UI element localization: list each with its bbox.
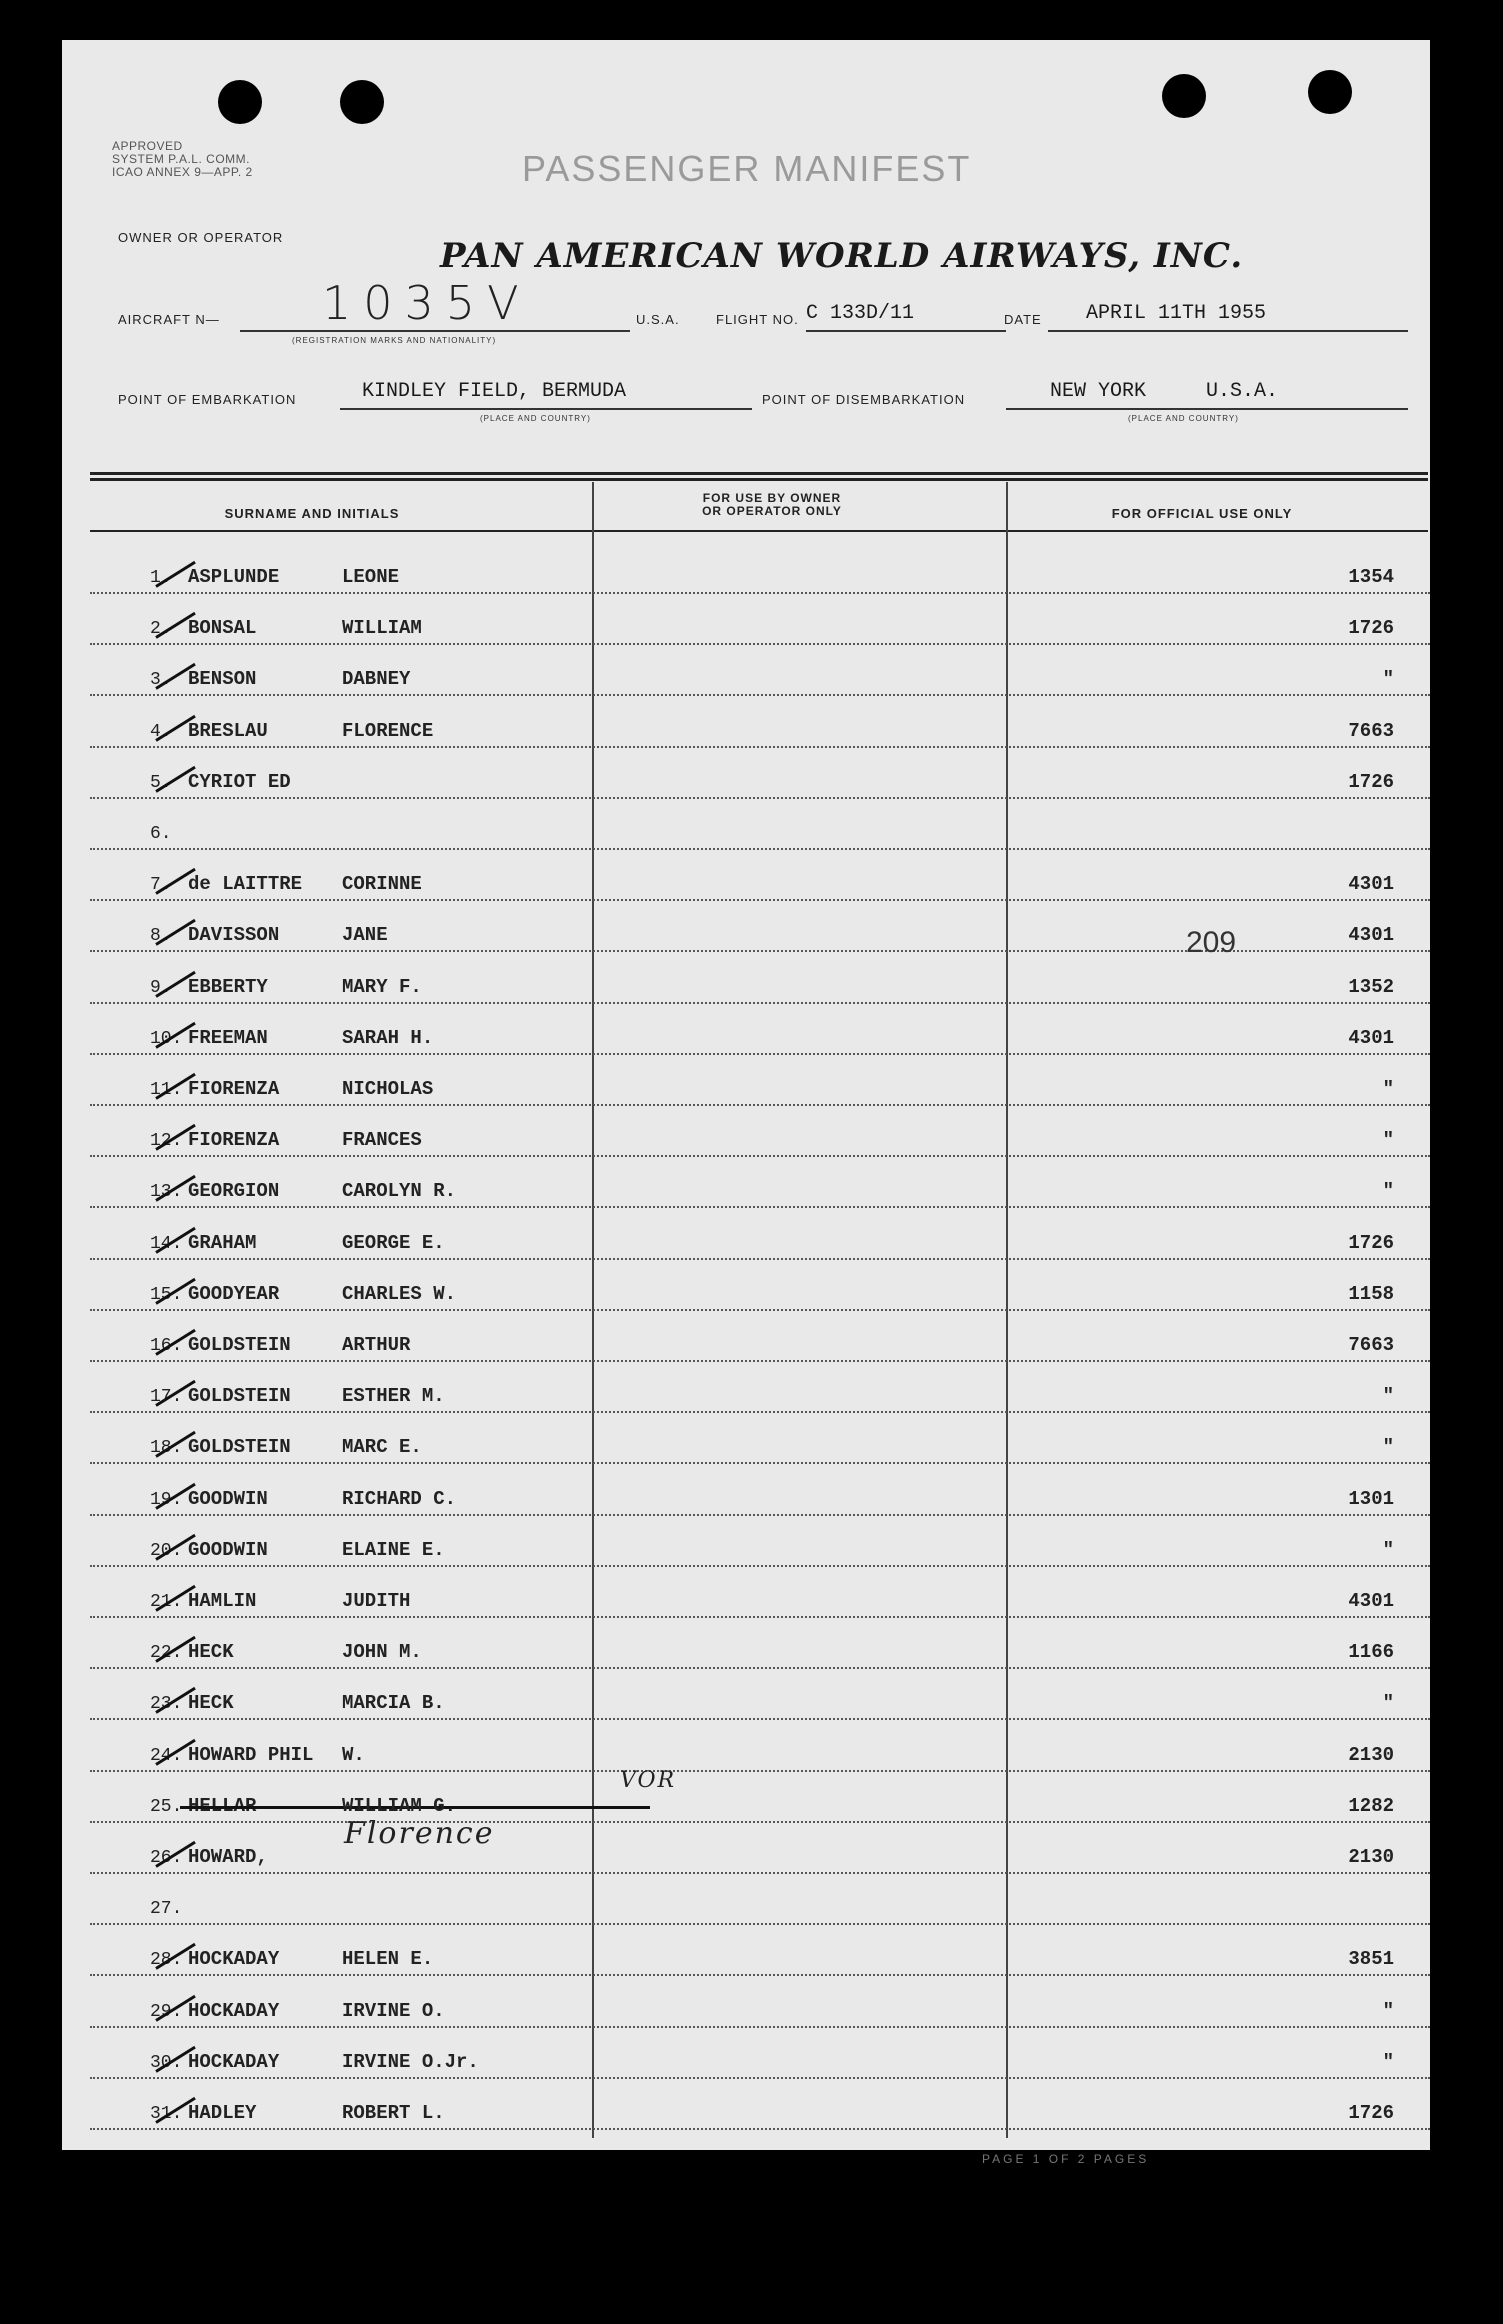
- punch-hole-right-2: [1308, 70, 1352, 114]
- row-number: 1.: [150, 568, 172, 588]
- passenger-given-name: GEORGE E.: [342, 1231, 445, 1254]
- flight-label: FLIGHT NO.: [716, 312, 799, 327]
- row-rule: [90, 1155, 1430, 1157]
- table-row: [90, 698, 1430, 748]
- passenger-given-name: DABNEY: [342, 668, 411, 691]
- row-rule: [90, 797, 1430, 799]
- passenger-given-name: RICHARD C.: [342, 1487, 457, 1510]
- passenger-surname: GOODWIN: [188, 1487, 268, 1510]
- official-use-value: ": [1382, 1385, 1394, 1408]
- row-rule: [90, 1923, 1430, 1925]
- table-row: [90, 1619, 1430, 1669]
- passenger-surname: HADLEY: [188, 2102, 257, 2124]
- row-rule: [90, 1718, 1430, 1720]
- passenger-surname: HELLAR: [188, 1794, 257, 1817]
- passenger-surname: FREEMAN: [188, 1026, 268, 1049]
- table-row: [90, 1670, 1430, 1720]
- official-use-value: ": [1382, 1436, 1394, 1459]
- row-rule: [90, 848, 1430, 850]
- row-number: 2.: [150, 619, 172, 640]
- passenger-surname: GOODWIN: [188, 1538, 268, 1561]
- passenger-given-name: FLORENCE: [342, 719, 434, 742]
- passenger-given-name: JUDITH: [342, 1590, 411, 1612]
- row-rule: [90, 899, 1430, 901]
- row-number: 8.: [150, 926, 172, 947]
- table-row: [90, 1875, 1430, 1925]
- row-rule: [90, 1309, 1430, 1311]
- table-row: [90, 646, 1430, 696]
- official-use-value: ": [1382, 1129, 1394, 1152]
- passenger-given-name: LEONE: [342, 566, 400, 588]
- table-row: [90, 1466, 1430, 1516]
- row-number: 15.: [150, 1284, 183, 1305]
- row-number: 11.: [150, 1080, 183, 1100]
- official-use-value: 4301: [1348, 1026, 1394, 1049]
- official-use-value: 2130: [1348, 1743, 1394, 1766]
- header-bottom-rule: [90, 530, 1428, 532]
- passenger-surname: GOODYEAR: [188, 1282, 280, 1305]
- aircraft-sub: (REGISTRATION MARKS AND NATIONALITY): [292, 336, 497, 345]
- official-use-value: 3851: [1348, 1948, 1394, 1971]
- official-use-value: 1352: [1348, 975, 1394, 998]
- official-use-value: 7663: [1348, 719, 1394, 742]
- passenger-surname: EBBERTY: [188, 975, 268, 998]
- date-label: DATE: [1004, 312, 1042, 327]
- passenger-given-name: SARAH H.: [342, 1026, 434, 1049]
- table-row: [90, 2080, 1430, 2130]
- passenger-given-name: ROBERT L.: [342, 2102, 445, 2124]
- row-number: 25.: [150, 1796, 183, 1817]
- official-use-value: 1301: [1348, 1487, 1394, 1510]
- official-use-value: 1726: [1348, 617, 1394, 640]
- passenger-surname: HECK: [188, 1641, 234, 1664]
- passenger-surname: BENSON: [188, 668, 257, 691]
- col-owner: FOR USE BY OWNER OR OPERATOR ONLY: [702, 491, 842, 518]
- table-row: [90, 1005, 1430, 1055]
- official-use-value: ": [1382, 668, 1394, 691]
- passenger-surname: GOLDSTEIN: [188, 1334, 291, 1356]
- owner-label: OWNER OR OPERATOR: [118, 230, 284, 245]
- row-number: 17.: [150, 1387, 183, 1408]
- passenger-given-name: CAROLYN R.: [342, 1180, 457, 1203]
- passenger-surname: FIORENZA: [188, 1129, 280, 1152]
- aircraft-underline: [240, 330, 630, 332]
- table-row: [90, 1773, 1430, 1823]
- row-number: 5.: [150, 772, 172, 793]
- passenger-given-name: CHARLES W.: [342, 1282, 457, 1305]
- row-number: 4.: [150, 721, 172, 742]
- row-rule: [90, 2026, 1430, 2028]
- official-use-value: 1354: [1348, 566, 1394, 588]
- page-footer: PAGE 1 OF 2 PAGES: [982, 2152, 1150, 2166]
- date-value: APRIL 11TH 1955: [1086, 302, 1267, 325]
- table-row: [90, 544, 1430, 594]
- passenger-surname: GOLDSTEIN: [188, 1385, 291, 1408]
- table-row: [90, 851, 1430, 901]
- disembark-label: POINT OF DISEMBARKATION: [762, 392, 966, 407]
- punch-hole-left: [218, 80, 262, 124]
- passenger-surname: GEORGION: [188, 1180, 280, 1203]
- row-number: 13.: [150, 1182, 183, 1203]
- row-rule: [90, 1053, 1430, 1055]
- table-row: [90, 749, 1430, 799]
- passenger-surname: HOWARD,: [188, 1846, 268, 1868]
- row-number: 31.: [150, 2104, 183, 2124]
- official-use-value: 1726: [1348, 770, 1394, 793]
- disembark-value: NEW YORK U.S.A.: [1050, 380, 1279, 403]
- passenger-surname: HOCKADAY: [188, 2050, 280, 2073]
- passenger-surname: HAMLIN: [188, 1590, 257, 1612]
- passenger-surname: GOLDSTEIN: [188, 1436, 291, 1459]
- official-use-value: ": [1382, 1078, 1394, 1100]
- punch-hole-center: [340, 80, 384, 124]
- table-row: [90, 1517, 1430, 1567]
- passenger-given-name: WILLIAM: [342, 617, 422, 640]
- table-row: [90, 595, 1430, 645]
- embark-sub: (PLACE AND COUNTRY): [480, 414, 591, 423]
- page-title: PASSENGER MANIFEST: [522, 148, 972, 189]
- scrawl-vor: VOR: [620, 1768, 677, 1793]
- passenger-surname: GRAHAM: [188, 1231, 257, 1254]
- table-top-rule-2: [90, 478, 1428, 481]
- row-number: 20.: [150, 1540, 183, 1561]
- table-row: [90, 1824, 1430, 1874]
- embark-value: KINDLEY FIELD, BERMUDA: [362, 380, 627, 403]
- passenger-surname: de LAITTRE: [188, 873, 303, 896]
- flight-number: C 133D/11: [806, 302, 915, 325]
- disembark-sub: (PLACE AND COUNTRY): [1128, 414, 1239, 423]
- passenger-given-name: NICHOLAS: [342, 1078, 434, 1100]
- table-row: [90, 1107, 1430, 1157]
- date-underline: [1048, 330, 1408, 332]
- flight-underline: [806, 330, 1006, 332]
- official-use-value: 1726: [1348, 1231, 1394, 1254]
- passenger-given-name: W.: [342, 1743, 365, 1766]
- official-use-value: ": [1382, 1999, 1394, 2022]
- row-rule: [90, 746, 1430, 748]
- scrawl-florence: Florence: [344, 1816, 495, 1851]
- row-number: 19.: [150, 1489, 183, 1510]
- official-use-value: 7663: [1348, 1334, 1394, 1356]
- col-official: FOR OFFICIAL USE ONLY: [1111, 506, 1293, 521]
- row-number: 9.: [150, 977, 172, 998]
- col-surname: SURNAME AND INITIALS: [224, 506, 400, 521]
- official-use-value: 1282: [1348, 1794, 1394, 1817]
- passenger-given-name: ARTHUR: [342, 1334, 411, 1356]
- table-row: [90, 1261, 1430, 1311]
- row-rule: [90, 1104, 1430, 1106]
- passenger-given-name: FRANCES: [342, 1129, 422, 1152]
- table-row: [90, 1158, 1430, 1208]
- passenger-surname: HOCKADAY: [188, 1948, 280, 1971]
- approval-stamp: APPROVED SYSTEM P.A.L. COMM. ICAO ANNEX 9—APP. 2: [112, 139, 253, 179]
- row-number: 12.: [150, 1131, 183, 1152]
- operator-name: PAN AMERICAN WORLD AIRWAYS, INC.: [440, 236, 1244, 276]
- row-number: 7.: [150, 875, 172, 896]
- official-use-value: 4301: [1348, 1590, 1394, 1612]
- row-number: 23.: [150, 1694, 183, 1715]
- row-rule: [90, 2077, 1430, 2079]
- row-number: 29.: [150, 2001, 183, 2022]
- row-number: 21.: [150, 1592, 183, 1612]
- row-rule: [90, 1258, 1430, 1260]
- manifest-sheet: [62, 40, 1430, 2166]
- row-number: 3.: [150, 670, 172, 691]
- passenger-surname: HOCKADAY: [188, 1999, 280, 2022]
- row-rule: [90, 1821, 1430, 1823]
- official-use-value: 4301: [1348, 873, 1394, 896]
- passenger-surname: HECK: [188, 1692, 234, 1715]
- passenger-surname: DAVISSON: [188, 924, 280, 947]
- row-rule: [90, 1360, 1430, 1362]
- row-rule: [90, 1002, 1430, 1004]
- passenger-given-name: IRVINE O.Jr.: [342, 2050, 479, 2073]
- table-row: [90, 1312, 1430, 1362]
- row-rule: [90, 1974, 1430, 1976]
- passenger-given-name: JOHN M.: [342, 1641, 422, 1664]
- passenger-surname: BONSAL: [188, 617, 257, 640]
- table-row: [90, 1722, 1430, 1772]
- table-row: [90, 800, 1430, 850]
- official-use-value: ": [1382, 1538, 1394, 1561]
- row-number: 10.: [150, 1028, 183, 1049]
- row-number: 27.: [150, 1899, 183, 1920]
- aircraft-number: 1035V: [322, 276, 531, 330]
- row-rule: [90, 1770, 1430, 1772]
- row-number: 6.: [150, 824, 172, 844]
- embark-underline: [340, 408, 752, 410]
- table-row: [90, 954, 1430, 1004]
- row-rule: [90, 1462, 1430, 1464]
- row-rule: [90, 643, 1430, 645]
- table-row: [90, 1568, 1430, 1618]
- table-row: [90, 1210, 1430, 1260]
- passenger-given-name: WILLIAM G.: [342, 1794, 457, 1817]
- table-row: [90, 1363, 1430, 1413]
- aircraft-label: AIRCRAFT N—: [118, 312, 220, 327]
- passenger-given-name: ESTHER M.: [342, 1385, 445, 1408]
- official-use-value: 1166: [1348, 1641, 1394, 1664]
- passenger-given-name: CORINNE: [342, 873, 422, 896]
- punch-hole-right-1: [1162, 74, 1206, 118]
- passenger-given-name: MARCIA B.: [342, 1692, 445, 1715]
- row-rule: [90, 1514, 1430, 1516]
- row-number: 30.: [150, 2052, 183, 2073]
- official-use-value: ": [1382, 1180, 1394, 1203]
- passenger-surname: CYRIOT ED: [188, 770, 291, 793]
- passenger-surname: FIORENZA: [188, 1078, 280, 1100]
- official-use-value: ": [1382, 1692, 1394, 1715]
- embark-label: POINT OF EMBARKATION: [118, 392, 297, 407]
- official-use-value: 1158: [1348, 1282, 1394, 1305]
- row-rule: [90, 694, 1430, 696]
- row-rule: [90, 592, 1430, 594]
- official-use-value: ": [1382, 2050, 1394, 2073]
- passenger-surname: BRESLAU: [188, 719, 268, 742]
- passenger-given-name: IRVINE O.: [342, 1999, 445, 2022]
- table-row: [90, 1414, 1430, 1464]
- row-rule: [90, 1411, 1430, 1413]
- row-rule: [90, 1667, 1430, 1669]
- row-rule: [90, 1872, 1430, 1874]
- row-rule: [90, 1565, 1430, 1567]
- row-rule: [90, 2128, 1430, 2130]
- official-use-value: 4301: [1348, 924, 1394, 947]
- row-rule: [90, 1206, 1430, 1208]
- row-number: 16.: [150, 1336, 183, 1356]
- passenger-surname: ASPLUNDE: [188, 566, 280, 588]
- row-number: 22.: [150, 1643, 183, 1664]
- table-row: [90, 1926, 1430, 1976]
- table-row: [90, 1056, 1430, 1106]
- usa-label: U.S.A.: [636, 312, 680, 327]
- row-number: 26.: [150, 1848, 183, 1868]
- passenger-given-name: MARY F.: [342, 975, 422, 998]
- passenger-surname: HOWARD PHIL: [188, 1743, 314, 1766]
- passenger-given-name: HELEN E.: [342, 1948, 434, 1971]
- row-number: 24.: [150, 1745, 183, 1766]
- row-number: 18.: [150, 1438, 183, 1459]
- table-top-rule: [90, 472, 1428, 475]
- passenger-given-name: JANE: [342, 924, 388, 947]
- passenger-given-name: ELAINE E.: [342, 1538, 445, 1561]
- disembark-underline: [1006, 408, 1408, 410]
- passenger-given-name: MARC E.: [342, 1436, 422, 1459]
- table-row: [90, 1978, 1430, 2028]
- official-use-value: 1726: [1348, 2102, 1394, 2124]
- row-number: 28.: [150, 1950, 183, 1971]
- table-row: [90, 2029, 1430, 2079]
- row-number: 14.: [150, 1233, 183, 1254]
- official-use-value: 2130: [1348, 1846, 1394, 1868]
- handwritten-note: 209: [1186, 926, 1237, 959]
- row-rule: [90, 1616, 1430, 1618]
